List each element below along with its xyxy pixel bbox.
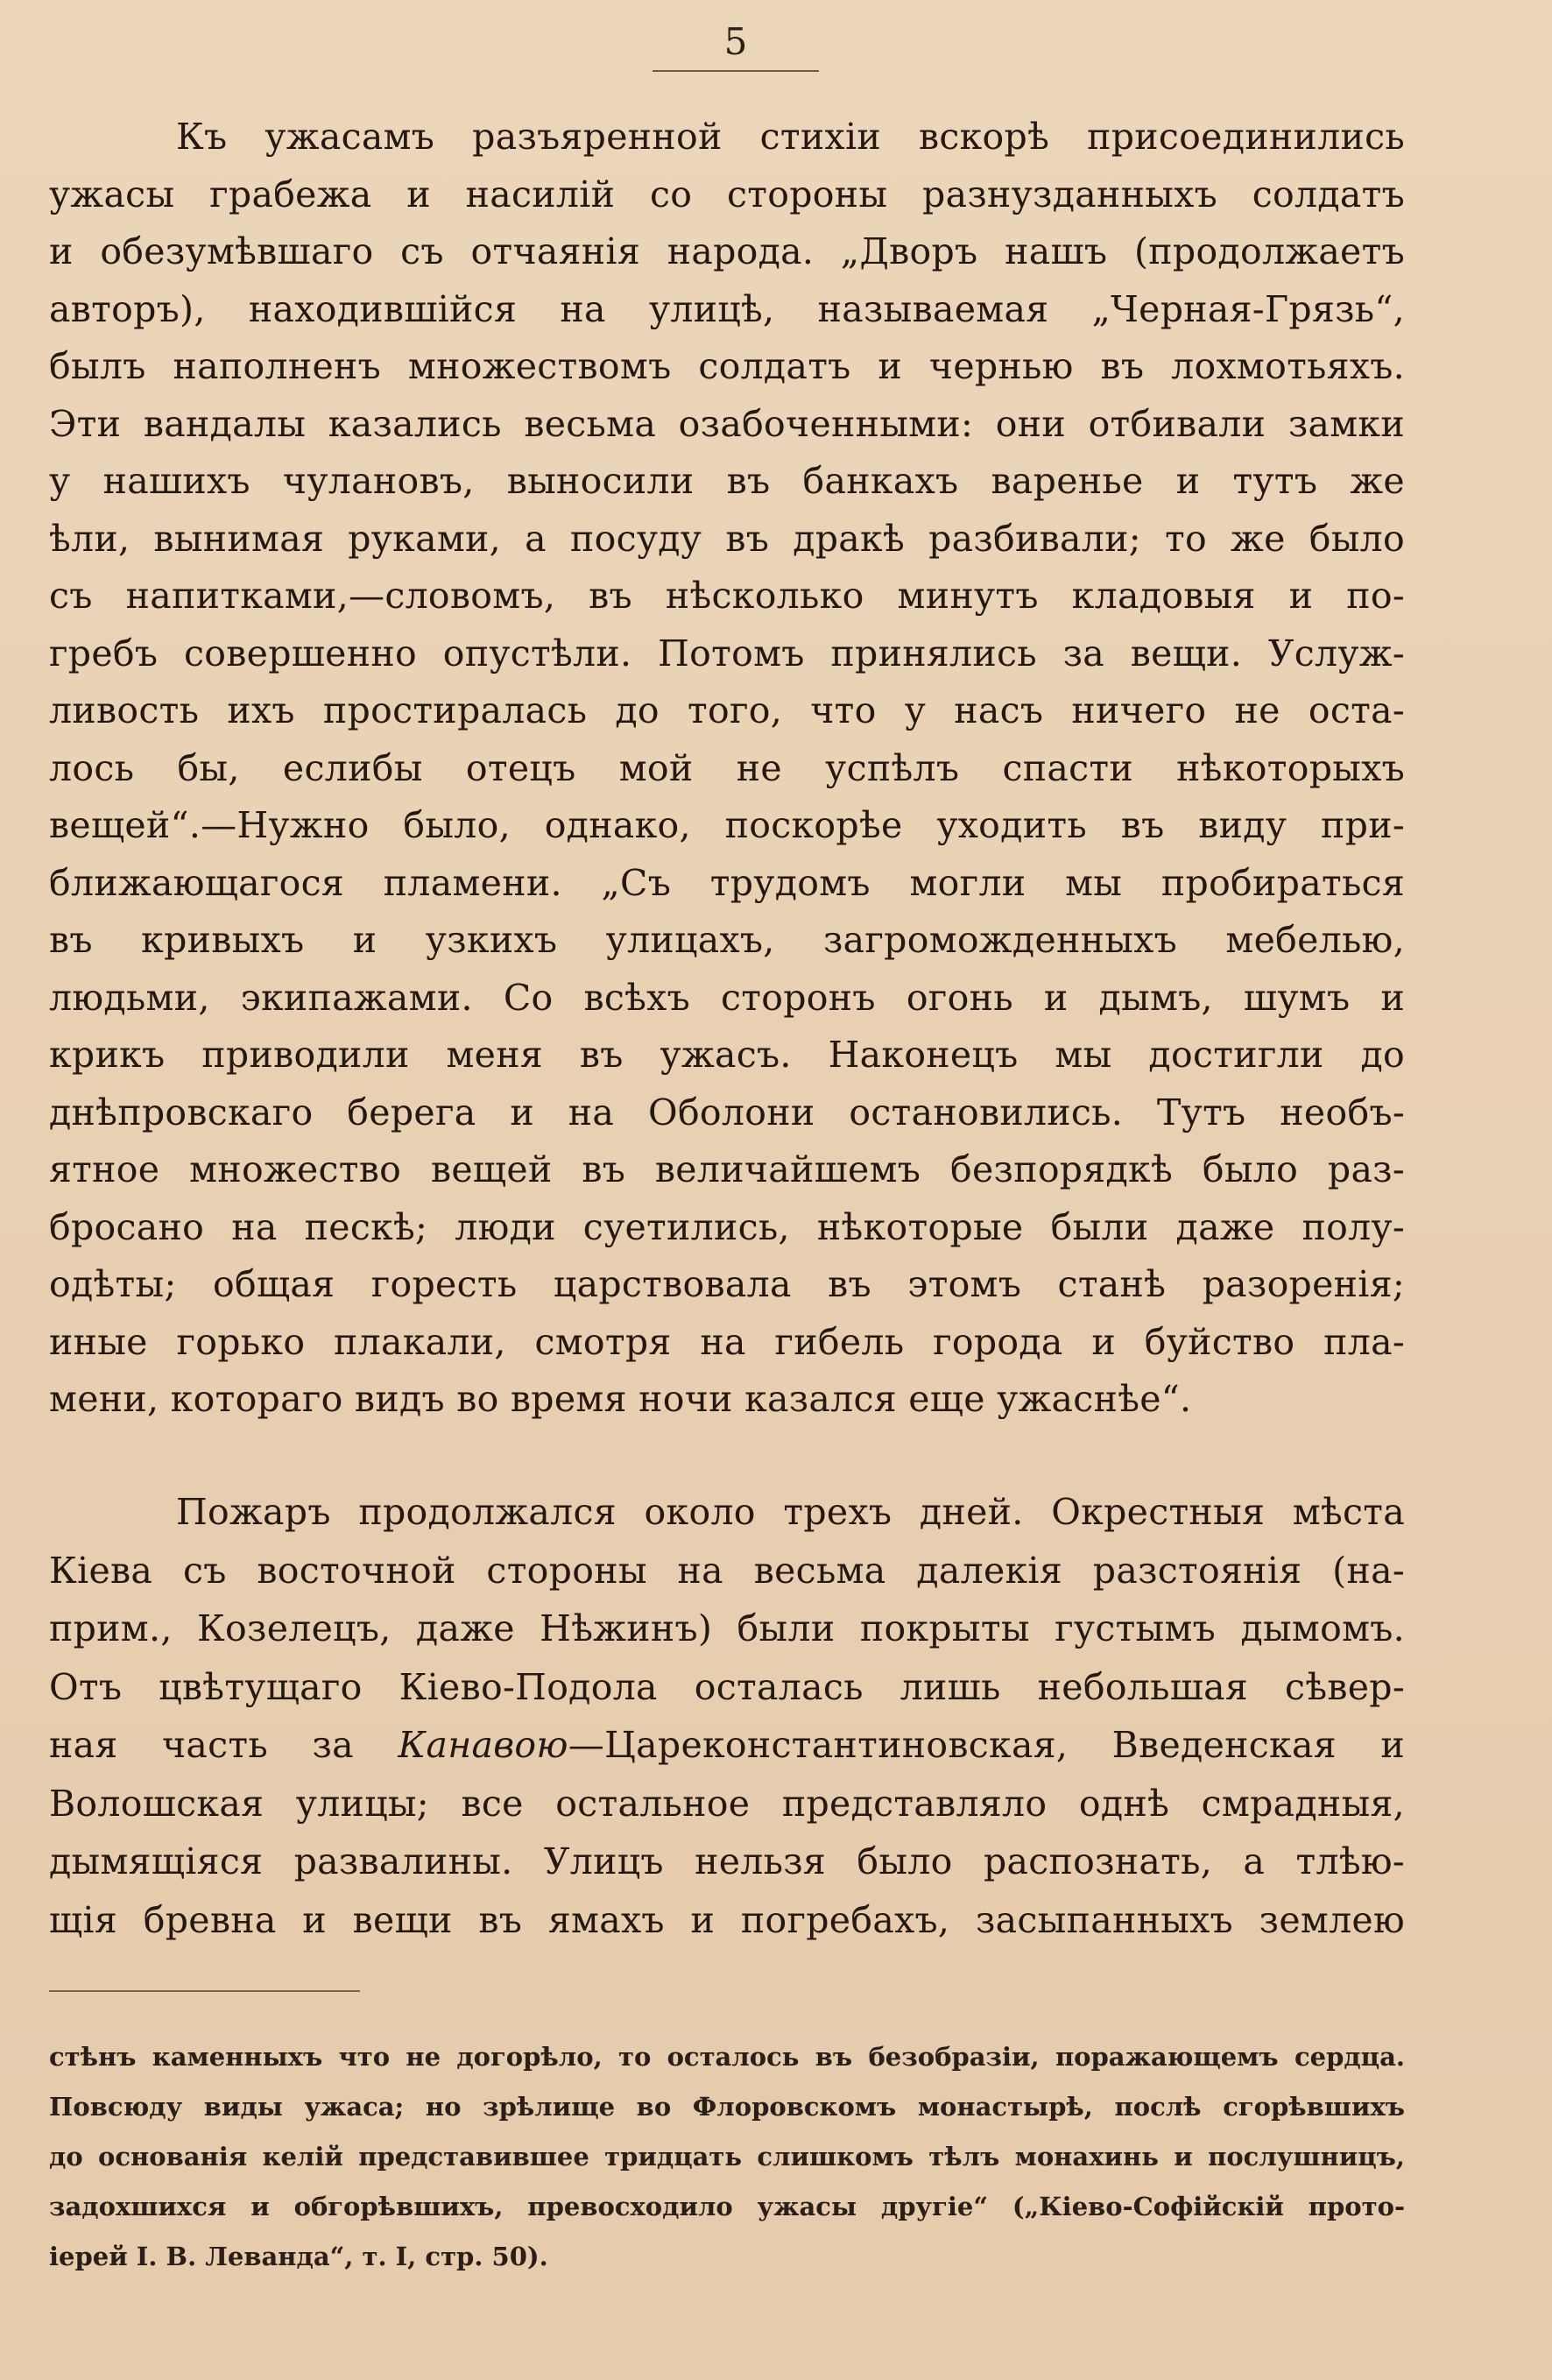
text-line: Отъ цвѣтущаго Кіево-Подола осталась лишь небольшая сѣвер-	[49, 1665, 1405, 1708]
text-line: ближающагося пламени. „Съ трудомъ могли мы пробираться	[49, 861, 1405, 904]
text-line: днѣпровскаго берега и на Оболони остановились. Тутъ необъ-	[49, 1091, 1405, 1134]
footnote	[49, 2032, 1405, 2282]
text-line: съ напитками,—словомъ, въ нѣсколько минутъ кладовыя и по-	[49, 575, 1405, 617]
text-line: ятное множество вещей въ величайшемъ безпорядкѣ было раз-	[49, 1148, 1405, 1190]
text-line: крикъ приводили меня въ ужасъ. Наконецъ мы достигли до	[49, 1034, 1405, 1076]
page-number: 5	[723, 20, 748, 63]
text-line: дымящіяся развалины. Улицъ нельзя было распознать, а тлѣю-	[49, 1840, 1405, 1882]
paragraph-2	[49, 1483, 1405, 1949]
text-line: людьми, экипажами. Со всѣхъ сторонъ огонь и дымъ, шумъ и	[49, 976, 1405, 1019]
italic-place-name: Канавою	[398, 1724, 568, 1766]
text-line: Кіева съ восточной стороны на весьма далекія разстоянія (на-	[49, 1549, 1405, 1592]
text-line: Пожаръ продолжался около трехъ дней. Окрестныя мѣста	[176, 1491, 1405, 1533]
text-line: лось бы, еслибы отецъ мой не успѣлъ спасти нѣкоторыхъ	[49, 746, 1405, 789]
text-segment: —Цареконстантиновская, Введенская и	[568, 1724, 1405, 1766]
footnote-line: стѣнъ каменныхъ что не догорѣло, то осталось въ безобразіи, поражающемъ сердца.	[49, 2042, 1405, 2072]
text-line: въ кривыхъ и узкихъ улицахъ, загроможденныхъ мебелью,	[49, 919, 1405, 961]
text-line: ливость ихъ простиралась до того, что у насъ ничего не оста-	[49, 689, 1405, 731]
paragraph-1	[49, 109, 1405, 1429]
text-line: Волошская улицы; все остальное представляло однѣ смрадныя,	[49, 1782, 1405, 1825]
text-line: одѣты; общая горесть царствовала въ этомъ станѣ разоренія;	[49, 1263, 1405, 1305]
text-line: бросано на пескѣ; люди суетились, нѣкоторые были даже полу-	[49, 1205, 1405, 1248]
footnote-line: до основанія келій представившее тридцать слишкомъ тѣлъ монахинь и послушницъ,	[49, 2142, 1405, 2172]
text-line: былъ наполненъ множествомъ солдатъ и чернью въ лохмотьяхъ.	[49, 345, 1405, 387]
text-line: ужасы грабежа и насилій со стороны разнузданныхъ солдатъ	[49, 173, 1405, 215]
text-line: мени, котораго видъ во время ночи казался еще ужаснѣе“.	[49, 1378, 1192, 1420]
text-line: авторъ), находившійся на улицѣ, называемая „Черная-Грязь“,	[49, 287, 1405, 330]
text-line: ѣли, вынимая руками, а посуду въ дракѣ разбивали; то же было	[49, 517, 1405, 560]
text-line: прим., Козелецъ, даже Нѣжинъ) были покрыты густымъ дымомъ.	[49, 1607, 1405, 1649]
footnote-line: задохшихся и обгорѣвшихъ, превосходило ужасы другіе“ („Кіево-Софійскій прото-	[49, 2192, 1405, 2221]
text-line: вещей“.—Нужно было, однако, поскорѣе уходить въ виду при-	[49, 804, 1405, 846]
text-line: Къ ужасамъ разъяренной стихіи вскорѣ присоединились	[176, 116, 1405, 158]
text-line: иные горько плакали, смотря на гибель города и буйство пла-	[49, 1320, 1405, 1363]
text-line: щія бревна и вещи въ ямахъ и погребахъ, засыпанныхъ землею	[49, 1898, 1405, 1941]
text-line: и обезумѣвшаго съ отчаянія народа. „Дворъ нашъ (продолжаетъ	[49, 230, 1405, 272]
page-number-rule	[653, 70, 819, 72]
text-line: у нашихъ чулановъ, выносили въ банкахъ варенье и тутъ же	[49, 460, 1405, 502]
text-line-with-italic	[49, 1716, 1405, 1775]
footnote-divider	[49, 1990, 360, 1992]
text-segment: ная часть за	[49, 1724, 399, 1766]
text-line: Эти вандалы казались весьма озабоченными: они отбивали замки	[49, 402, 1405, 445]
footnote-line: Повсюду виды ужаса; но зрѣлище во Флоровскомъ монастырѣ, послѣ сгорѣвшихъ	[49, 2092, 1405, 2122]
text-line: гребъ совершенно опустѣли. Потомъ принялись за вещи. Услуж-	[49, 632, 1405, 674]
footnote-line: іерей І. В. Левандa“, т. І, стр. 50).	[49, 2242, 548, 2271]
